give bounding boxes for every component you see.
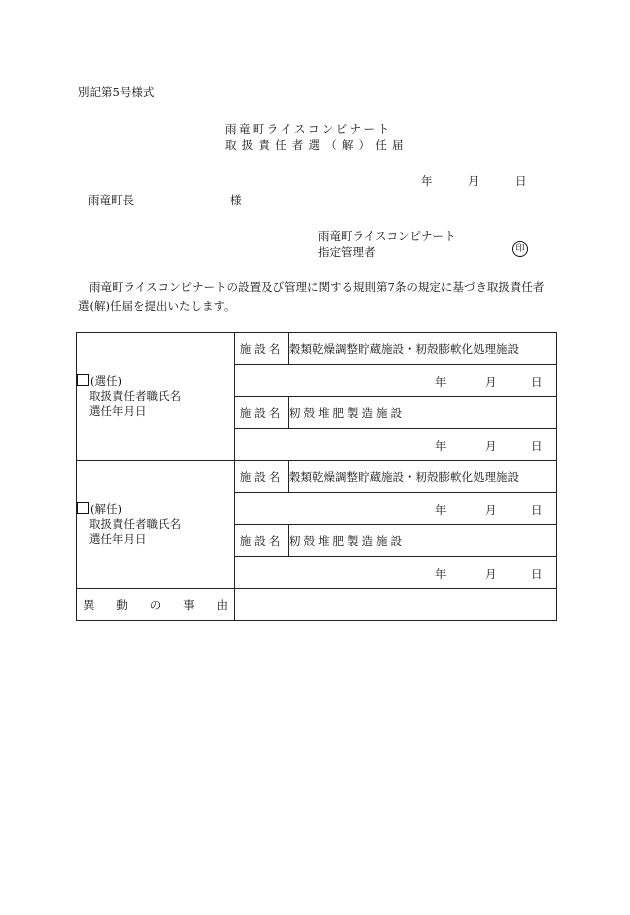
date-month: 月 [468, 174, 480, 188]
reason-char: の [149, 597, 162, 612]
form-title-line2: 取扱責任者選（解）任届 [225, 138, 409, 152]
facility-label: 施設名 [235, 397, 289, 429]
ymd-day: 日 [531, 375, 543, 389]
facility-name: 籾殻堆肥製造施設 [289, 525, 557, 557]
form-title-line1: 雨竜町ライスコンピナート [225, 122, 392, 136]
reason-char: 由 [216, 597, 228, 612]
table-row [77, 333, 557, 365]
dismiss-label: (解任) [90, 502, 122, 516]
ymd-day: 日 [531, 567, 543, 581]
ymd-month: 月 [485, 503, 497, 517]
sender-role: 指定管理者 [318, 245, 376, 259]
reason-entry-field[interactable] [235, 589, 557, 621]
ymd-year: 年 [435, 503, 447, 517]
dismiss-date-label: 選任年月日 [89, 532, 147, 546]
dismiss-checkbox[interactable] [77, 502, 89, 514]
date-entry-field[interactable] [235, 429, 557, 461]
facility-label: 施設名 [235, 333, 289, 365]
facility-name: 穀類乾燥調整貯蔵施設・籾殻膨軟化処理施設 [289, 333, 557, 365]
ymd-day: 日 [531, 439, 543, 453]
facility-name: 穀類乾燥調整貯蔵施設・籾殻膨軟化処理施設 [289, 461, 557, 493]
facility-label: 施設名 [235, 525, 289, 557]
ymd-day: 日 [531, 503, 543, 517]
seal-mark-icon: 印 [512, 241, 528, 257]
dismiss-person-label: 取扱責任者職氏名 [89, 517, 181, 531]
date-entry-field[interactable] [235, 493, 557, 525]
form-number-label: 別記第5号様式 [78, 85, 155, 99]
addressee-name: 雨竜町長 [88, 193, 134, 207]
ymd-year: 年 [435, 375, 447, 389]
appoint-person-label: 取扱責任者職氏名 [89, 389, 181, 403]
reason-char: 事 [183, 597, 195, 612]
appoint-date-label: 選任年月日 [89, 404, 147, 418]
appoint-cell [77, 333, 235, 461]
ymd-month: 月 [485, 567, 497, 581]
reason-label [77, 589, 235, 621]
date-entry-field[interactable] [235, 557, 557, 589]
appointment-table [76, 332, 557, 621]
ymd-year: 年 [435, 567, 447, 581]
table-row [77, 589, 557, 621]
date-day: 日 [515, 174, 527, 188]
date-entry-field[interactable] [235, 365, 557, 397]
ymd-year: 年 [435, 439, 447, 453]
ymd-month: 月 [485, 439, 497, 453]
reason-char: 異 [83, 597, 95, 612]
table-row [77, 461, 557, 493]
appoint-label: (選任) [90, 374, 122, 388]
facility-label: 施設名 [235, 461, 289, 493]
body-paragraph: 雨竜町ライスコンピナートの設置及び管理に関する規則第7条の規定に基づき取扱責任者選(解)任届を提出いたします。 [78, 280, 545, 313]
facility-name: 籾殻堆肥製造施設 [289, 397, 557, 429]
addressee-honorific: 様 [230, 193, 242, 207]
ymd-month: 月 [485, 375, 497, 389]
appoint-checkbox[interactable] [77, 374, 89, 386]
sender-organization: 雨竜町ライスコンピナート [318, 229, 456, 243]
reason-char: 動 [116, 597, 128, 612]
date-year: 年 [421, 174, 433, 188]
dismiss-cell [77, 461, 235, 589]
